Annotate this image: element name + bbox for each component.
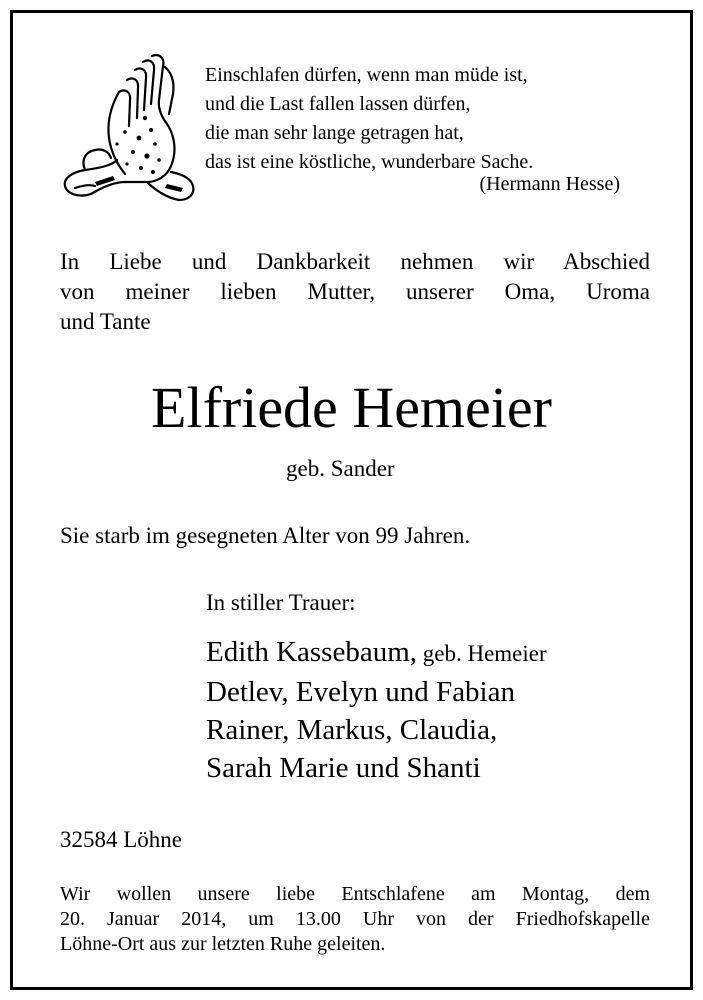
intro-line: und Tante (60, 309, 151, 334)
maiden-name: geb. Sander (286, 456, 395, 481)
city: 32584 Löhne (60, 827, 183, 852)
mourner-line (206, 633, 547, 673)
mourners-label: In stiller Trauer: (206, 590, 356, 615)
intro-text (60, 247, 650, 337)
funeral-line: Löhne-Ort aus zur letzten Ruhe geleiten. (60, 933, 386, 955)
mourner-line: Sarah Marie und Shanti (206, 752, 481, 784)
intro-line: In Liebe und Dankbarkeit nehmen wir Abschied (60, 249, 650, 274)
funeral-notice (60, 882, 650, 957)
poem-line: die man sehr lange getragen hat, (205, 122, 464, 144)
mourner-name: Edith Kassebaum, (206, 636, 418, 668)
deceased-name: Elfriede Hemeier (151, 375, 552, 440)
mourner-line: Rainer, Markus, Claudia, (206, 714, 498, 746)
age-statement: Sie starb im gesegneten Alter von 99 Jahren. (60, 523, 471, 548)
funeral-line: Wir wollen unsere liebe Entschlafene am Montag, dem (60, 883, 650, 905)
poem-author: (Hermann Hesse) (479, 173, 620, 195)
mourner-maiden-name: geb. Hemeier (417, 641, 547, 666)
poem-quote (205, 61, 625, 177)
mourners-list (206, 633, 547, 787)
praying-hands-icon (55, 48, 200, 213)
poem-line: und die Last fallen lassen dürfen, (205, 93, 471, 115)
obituary-card (10, 10, 693, 990)
poem-line: das ist eine köstliche, wunderbare Sache. (205, 151, 534, 173)
intro-line: von meiner lieben Mutter, unserer Oma, Uroma (60, 279, 650, 304)
funeral-line: 20. Januar 2014, um 13.00 Uhr von der Friedhofskapelle (60, 908, 650, 930)
mourner-line: Detlev, Evelyn und Fabian (206, 676, 515, 708)
poem-line: Einschlafen dürfen, wenn man müde ist, (205, 64, 528, 86)
